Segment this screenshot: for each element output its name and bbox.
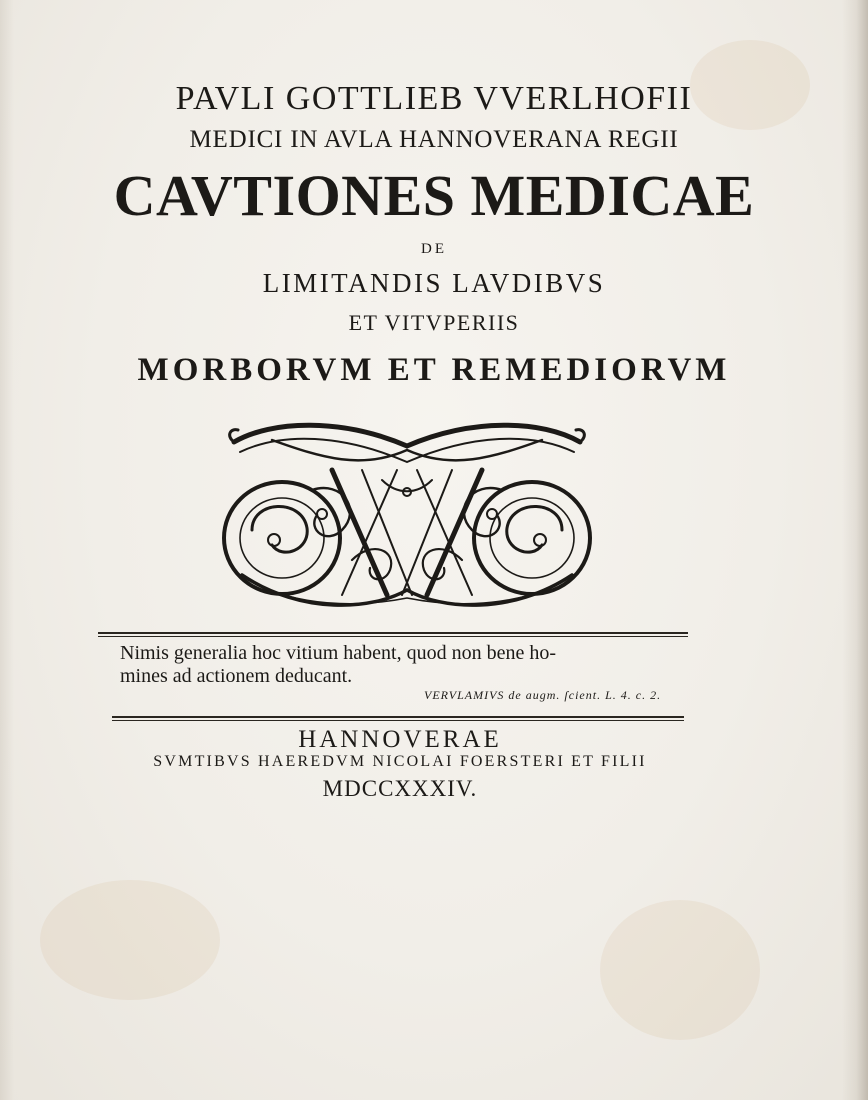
subtitle-line-3: MORBORVM ET REMEDIORVM [137, 352, 731, 388]
main-title: CAVTIONES MEDICAE [113, 163, 755, 228]
imprint-city: HANNOVERAE [298, 726, 502, 753]
divider-rule [98, 632, 688, 634]
epigraph-line-2: mines ad actionem deducant. [120, 665, 353, 687]
subtitle-line-2: ET VITVPERIIS [348, 310, 520, 335]
author-line: PAVLI GOTTLIEB VVERLHOFII [175, 80, 693, 117]
paper-stain [600, 900, 760, 1040]
divider-rule [112, 716, 684, 718]
divider-rule [112, 720, 684, 721]
author-title: MEDICI IN AVLA HANNOVERANA REGII [189, 126, 679, 153]
subtitle-line-1: LIMITANDIS LAVDIBVS [262, 268, 606, 298]
imprint-year: MDCCXXXIV. [322, 776, 478, 801]
paper-stain [40, 880, 220, 1000]
epigraph-attribution: VERVLAMIVS de augm. ſcient. L. 4. c. 2. [424, 688, 662, 702]
imprint-publisher: SVMTIBVS HAEREDVM NICOLAI FOERSTERI ET FILII [153, 753, 647, 770]
title-de: DE [421, 241, 447, 257]
epigraph-line-1: Nimis generalia hoc vitium habent, quod non bene ho- [120, 642, 557, 664]
calligraphic-ornament [212, 410, 602, 615]
divider-rule [98, 636, 688, 637]
